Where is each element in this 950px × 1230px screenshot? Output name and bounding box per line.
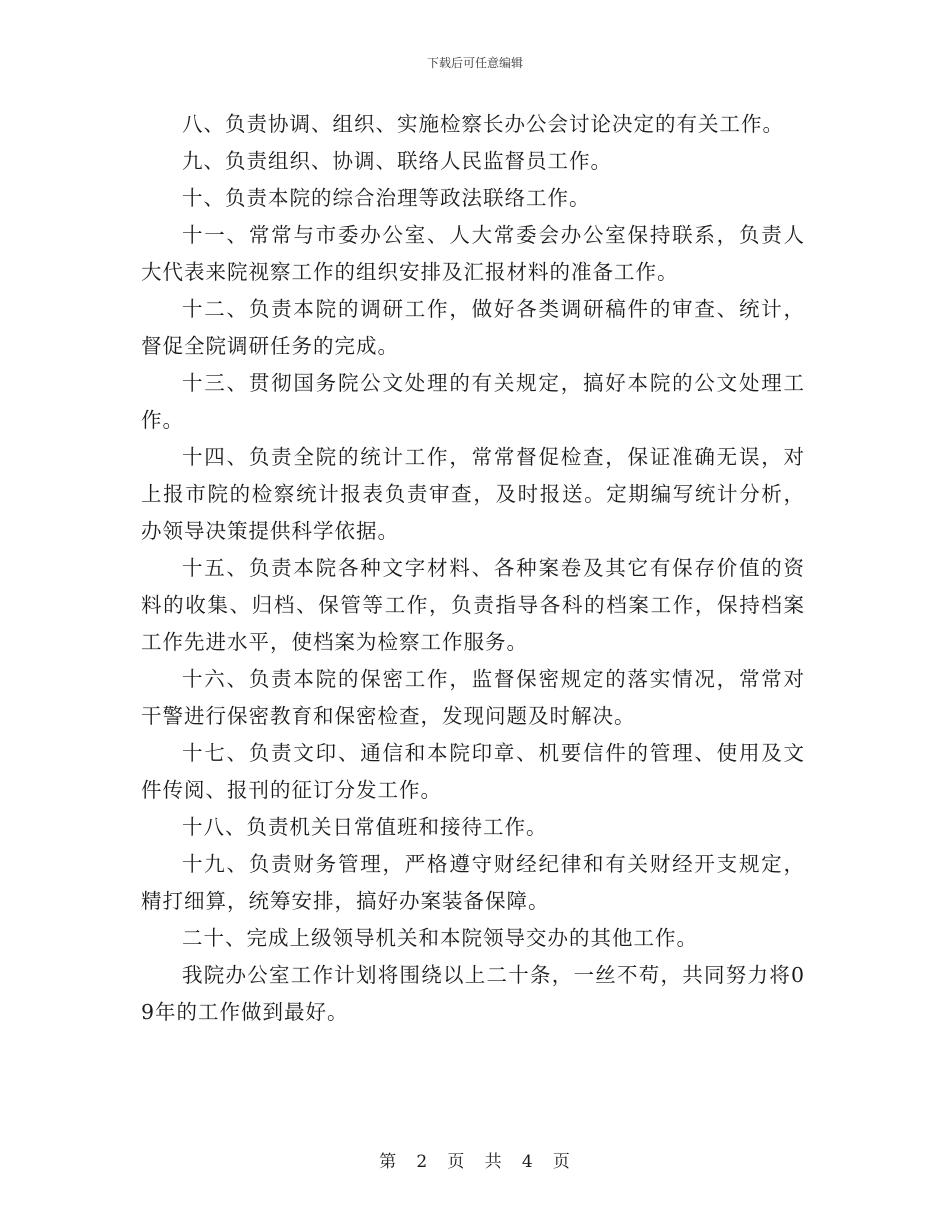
- header-note: 下载后可任意编辑: [426, 56, 523, 70]
- total-pages-number: 4: [521, 1152, 534, 1172]
- page-label-suffix: 页: [552, 1152, 571, 1172]
- current-page-number: 2: [416, 1152, 429, 1172]
- paragraph-18: 十八、负责机关日常值班和接待工作。: [182, 815, 548, 839]
- paragraph-11: 十一、常常与市委办公室、人大常委会办公室保持联系，负责人大代表来院视察工作的组织安排及汇报材料的准备工作。: [141, 223, 805, 284]
- paragraph-19: 十九、负责财务管理，严格遵守财经纪律和有关财经开支规定，精打细算，统筹安排，搞好办案装备保障。: [141, 852, 805, 913]
- paragraph-8: 八、负责协调、组织、实施检察长办公会讨论决定的有关工作。: [182, 112, 784, 136]
- document-body: [141, 106, 805, 1031]
- paragraph-17: 十七、负责文印、通信和本院印章、机要信件的管理、使用及文件传阅、报刊的征订分发工作。: [141, 741, 805, 802]
- paragraph-conclusion: 我院办公室工作计划将围绕以上二十条，一丝不苟，共同努力将09年的工作做到最好。: [141, 963, 805, 1024]
- paragraph-10: 十、负责本院的综合治理等政法联络工作。: [182, 186, 591, 210]
- page-label-mid1: 页: [447, 1152, 466, 1172]
- paragraph-15: 十五、负责本院各种文字材料、各种案卷及其它有保存价值的资料的收集、归档、保管等工作，负责指导各科的档案工作，保持档案工作先进水平，使档案为检察工作服务。: [141, 556, 805, 654]
- paragraph-20: 二十、完成上级领导机关和本院领导交办的其他工作。: [182, 926, 698, 950]
- paragraph-16: 十六、负责本院的保密工作，监督保密规定的落实情况，常常对干警进行保密教育和保密检查，发现问题及时解决。: [141, 667, 805, 728]
- page-label-mid2: 共: [484, 1152, 503, 1172]
- page-label-prefix: 第: [379, 1152, 398, 1172]
- paragraph-14: 十四、负责全院的统计工作，常常督促检查，保证准确无误，对上报市院的检察统计报表负责审查，及时报送。定期编写统计分析，办领导决策提供科学依据。: [141, 445, 805, 543]
- paragraph-13: 十三、贯彻国务院公文处理的有关规定，搞好本院的公文处理工作。: [141, 371, 805, 432]
- paragraph-12: 十二、负责本院的调研工作，做好各类调研稿件的审查、统计，督促全院调研任务的完成。: [141, 297, 805, 358]
- paragraph-9: 九、负责组织、协调、联络人民监督员工作。: [182, 149, 612, 173]
- page-footer: [0, 1147, 950, 1172]
